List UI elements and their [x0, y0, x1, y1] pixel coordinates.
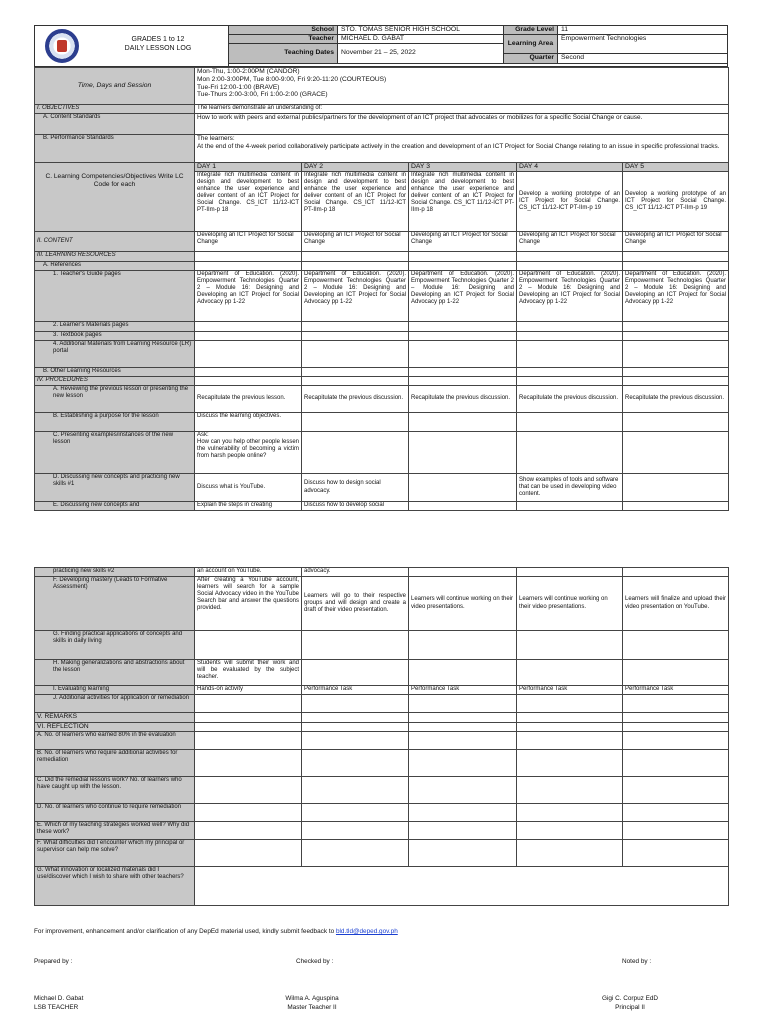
procedure-e-label: E. Discussing new concepts and: [35, 502, 195, 511]
area-label: Learning Area: [504, 35, 558, 54]
content-label: II. CONTENT: [35, 232, 195, 252]
performance-detail: At the end of the 4-week period collaboratively participate actively in the creation and development of an ICT Project for Social Change relating to an issue in specific professional tracks.: [197, 142, 720, 150]
competency-day4: Develop a working prototype of an ICT Project for Social Change. CS_ICT 11/12-ICT PT-IIm-p 19: [517, 172, 623, 232]
document-title: [87, 35, 229, 54]
performance-standards-label: B. Performance Standards: [35, 135, 195, 163]
reflection-item-e: E. Which of my teaching strategies worked well? Why did these work?: [35, 822, 195, 840]
session-line: Mon 2:00-3:00PM, Tue 8:00-9:00, Fri 9:20-11:20 (COURTEOUS): [197, 75, 387, 83]
procedure-h-day1: Students will submit their work and will be evaluated by the subject teacher.: [195, 660, 302, 686]
procedure-e-label-cont: practicing new skills #2: [35, 568, 195, 577]
procedure-a-day2: Recapitulate the previous discussion.: [302, 386, 409, 413]
reflection-item-a: A. No. of learners who earned 80% in the evaluation: [35, 732, 195, 750]
competency-day2: Integrate rich multimedia content in design and development to best enhance the user experience and deliver content of an ICT Project for Social Change. CS_ICT 11/12-ICT PT-IIm-p 18: [302, 172, 409, 232]
procedure-j-label: J. Additional activities for application or remediation: [35, 695, 195, 713]
tg-day4: Department of Education. (2020). Empowerment Technologies Quarter 2 – Module 16: Designing and Developing an ICT Project for Social Advocacy pp 1-22: [517, 271, 623, 322]
reflection-item-d: D. No. of learners who continue to require remediation: [35, 804, 195, 822]
procedure-g-label: G. Finding practical applications of concepts and skills in daily living: [35, 631, 195, 660]
objectives-label: I. OBJECTIVES: [35, 105, 195, 114]
objectives-text: The learners demonstrate an understanding of:: [195, 105, 729, 114]
tg-day3: Department of Education. (2020). Empowerment Technologies Quarter 2 – Module 16: Designing and Developing an ICT Project for Social Advocacy pp 1-22: [409, 271, 517, 322]
header-title-area: [35, 26, 229, 66]
competency-day3: Integrate rich multimedia content in design and development to best enhance the user experience and deliver content of an ICT Project for Social Change. CS_ICT 11/12-ICT PT-IIm-p 18: [409, 172, 517, 232]
resources-label: III. LEARNING RESOURCES: [35, 252, 195, 262]
performance-standards-text: [195, 135, 729, 163]
reflection-item-b: B. No. of learners who require additional activities for remediation: [35, 750, 195, 777]
procedure-a-day4: Recapitulate the previous discussion.: [517, 386, 623, 413]
other-resources-label: B. Other Learning Resources: [35, 368, 195, 377]
content-day1: Developing an ICT Project for Social Change: [195, 232, 302, 252]
procedure-f-day1: After creating a YouTube account, learners will search for a sample Social Advocacy video in the YouTube Search bar and answer the questions provided.: [195, 577, 302, 631]
procedures-label: IV. PROCEDURES: [35, 377, 195, 386]
competency-label: C. Learning Competencies/Objectives Write LC Code for each: [35, 163, 195, 232]
session-line: Mon-Thu, 1:00-2:00PM (CANDOR): [197, 68, 300, 75]
deped-seal-icon: [45, 29, 79, 63]
competency-day1: Integrate rich multimedia content in design and development to best enhance the user experience and deliver content of an ICT Project for Social Change. CS_ICT 11/12-ICT PT-IIm-p 18: [195, 172, 302, 232]
checked-role: Master Teacher II: [287, 1003, 337, 1011]
content-day4: Developing an ICT Project for Social Change: [517, 232, 623, 252]
session-row: [35, 68, 729, 105]
procedure-d-day5: [623, 474, 729, 502]
textbook-label: 3. Textbook pages: [35, 332, 195, 341]
reflection-item-g: G. What innovation or localized materials did I use/discover which I wish to share with other teachers?: [35, 867, 195, 906]
competency-day5: Develop a working prototype of an ICT Project for Social Change. CS_ICT 11/12-ICT PT-IIm-p 19: [623, 172, 729, 232]
session-line: Tue-Thurs 2:00-3:00, Fri 1:00-2:00 (GRACE): [197, 91, 328, 99]
procedure-e-day1: Explain the steps in creating: [195, 502, 302, 511]
teacher-label: Teacher: [229, 35, 338, 44]
procedure-e-day2-cont: advocacy.: [302, 568, 409, 577]
day-header-row: [35, 163, 729, 172]
procedure-d-day3: [409, 474, 517, 502]
day-5-header: DAY 5: [623, 163, 729, 172]
procedure-f-day5: Learners will finalize and upload their video presentation on YouTube.: [623, 577, 729, 631]
noted-name: Gigi C. Corpuz EdD: [601, 995, 659, 1002]
procedure-e-day1-cont: an account on YouTube.: [195, 568, 302, 577]
procedure-b-day1: Discuss the learning objectives.: [195, 413, 302, 432]
quarter-value: Second: [558, 54, 727, 64]
title-line-1: GRADES 1 to 12: [131, 36, 185, 43]
procedure-d-day1: Discuss what is YouTube.: [195, 474, 302, 502]
tg-day1: Department of Education. (2020). Empowerment Technologies Quarter 2 – Module 16: Designing and Developing an ICT Project for Social Advocacy pp 1-22: [195, 271, 302, 322]
area-value: Empowerment Technologies: [558, 35, 727, 54]
procedure-a-day3: Recapitulate the previous discussion.: [409, 386, 517, 413]
procedure-a-day5: Recapitulate the previous discussion.: [623, 386, 729, 413]
procedure-c-day1: [195, 432, 302, 474]
procedure-i-day4: Performance Task: [517, 686, 623, 695]
procedure-c-question: How can you help other people lessen the vulnerability of becoming a victim from harsh people online?: [197, 439, 299, 460]
dates-label: Teaching Dates: [229, 44, 338, 64]
procedure-f-day3: Learners will continue working on their video presentations.: [409, 577, 517, 631]
quarter-label: Quarter: [504, 54, 558, 64]
procedure-d-label: D. Discussing new concepts and practicing new skills #1: [35, 474, 195, 502]
procedure-c-label: C. Presenting examples/instances of the new lesson: [35, 432, 195, 474]
prepared-name: Michael D. Gabat: [34, 995, 84, 1002]
reflection-item-c: C. Did the remedial lessons work? No. of learners who have caught up with the lesson.: [35, 777, 195, 804]
content-standards-label: A. Content Standards: [35, 114, 195, 135]
feedback-text: For improvement, enhancement and/or clarification of any DepEd material used, kindly submit feedback to: [34, 928, 335, 935]
lesson-table-page2: [34, 567, 729, 906]
school-value: STO. TOMAS SENIOR HIGH SCHOOL: [338, 26, 504, 35]
procedure-f-day4: Learners will continue working on their video presentations.: [517, 577, 623, 631]
prepared-role: LSB TEACHER: [34, 1003, 79, 1011]
dates-value: November 21 – 25, 2022: [338, 44, 504, 64]
procedure-i-label: I. Evaluating learning: [35, 686, 195, 695]
procedure-i-day1: Hands-on activity: [195, 686, 302, 695]
day-3-header: DAY 3: [409, 163, 517, 172]
tg-day5: Department of Education. (2020). Empowerment Technologies Quarter 2 – Module 16: Designing and Developing an ICT Project for Social Advocacy pp 1-22: [623, 271, 729, 322]
procedure-e-day2: Discuss how to develop social: [302, 502, 409, 511]
checked-by-signature: [262, 995, 362, 1013]
learners-materials-label: 2. Learner's Materials pages: [35, 322, 195, 332]
procedure-i-day2: Performance Task: [302, 686, 409, 695]
procedure-f-label: F. Developing mastery (Leads to Formative Assessment): [35, 577, 195, 631]
procedure-a-label: A. Reviewing the previous lesson or presenting the new lesson: [35, 386, 195, 413]
remarks-label: V. REMARKS: [35, 713, 195, 723]
reflection-label: VI. REFLECTION: [35, 723, 195, 732]
procedure-d-day2: Discuss how to design social advocacy.: [302, 474, 409, 502]
noted-by-label: Noted by :: [622, 958, 652, 965]
feedback-email-link[interactable]: bld.tld@deped.gov.ph: [335, 928, 398, 935]
prepared-by-signature: [34, 995, 83, 1013]
noted-by-signature: [580, 995, 680, 1013]
content-day3: Developing an ICT Project for Social Change: [409, 232, 517, 252]
reflection-item-f: F. What difficulties did I encounter which my principal or supervisor can help me solve?: [35, 840, 195, 867]
procedure-i-day3: Performance Task: [409, 686, 517, 695]
procedure-b-label: B. Establishing a purpose for the lesson: [35, 413, 195, 432]
lesson-table-page1: [34, 67, 729, 511]
noted-role: Principal II: [615, 1003, 645, 1011]
performance-intro: The learners:: [197, 135, 235, 142]
content-standards-text: How to work with peers and external publics/partners for the development of an ICT project that advocates or mobilizes for a specific Social Change or cause.: [195, 114, 729, 135]
day-4-header: DAY 4: [517, 163, 623, 172]
procedure-f-day2: Learners will go to their respective groups and will design and create a draft of their video presentation.: [302, 577, 409, 631]
procedure-a-day1: Recapitulate the previous lesson.: [195, 386, 302, 413]
procedure-c-ask: Ask:: [197, 432, 209, 439]
day-1-header: DAY 1: [195, 163, 302, 172]
prepared-by-label: Prepared by :: [34, 958, 73, 965]
checked-by-label: Checked by :: [296, 958, 334, 965]
tg-day2: Department of Education. (2020). Empowerment Technologies Quarter 2 – Module 16: Designing and Developing an ICT Project for Social Advocacy pp 1-22: [302, 271, 409, 322]
day-2-header: DAY 2: [302, 163, 409, 172]
checked-name: Wilma A. Aguspina: [285, 995, 339, 1002]
teacher-value: MICHAEL D. GABAT: [338, 35, 504, 44]
additional-materials-label: 4. Additional Materials from Learning Resource (LR) portal: [35, 341, 195, 368]
references-label: A. References: [35, 262, 195, 271]
grade-value: 11: [558, 26, 727, 35]
content-day2: Developing an ICT Project for Social Change: [302, 232, 409, 252]
title-line-2: DAILY LESSON LOG: [124, 45, 192, 53]
header: [34, 25, 728, 67]
header-info-grid: [229, 26, 727, 66]
session-label: Time, Days and Session: [35, 68, 195, 105]
procedure-i-day5: Performance Task: [623, 686, 729, 695]
school-label: School: [229, 26, 338, 35]
procedure-d-day4: Show examples of tools and software that can be used in developing video content.: [517, 474, 623, 502]
session-times: [195, 68, 729, 105]
content-day5: Developing an ICT Project for Social Change: [623, 232, 729, 252]
feedback-note: [34, 928, 398, 936]
session-line: Tue-Fri 12:00-1:00 (BRAVE): [197, 83, 280, 91]
grade-label: Grade Level: [504, 26, 558, 35]
procedure-h-label: H. Making generalizations and abstractions about the lesson: [35, 660, 195, 686]
teachers-guide-label: 1. Teacher's Guide pages: [35, 271, 195, 322]
